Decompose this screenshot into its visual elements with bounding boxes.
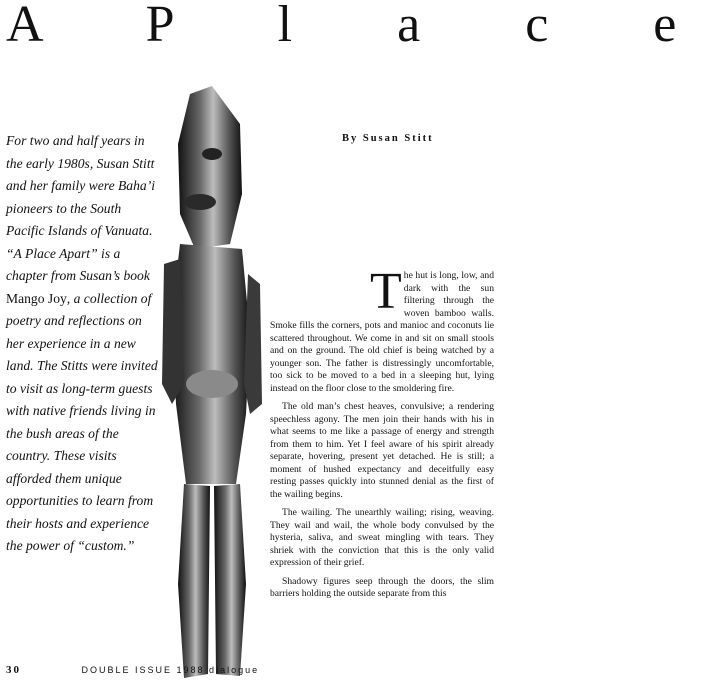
paragraph: he hut is long, low, and dark with the sun filtering through the woven bamboo walls. Smoke fills the corners, pots and manioc and coconuts lie scattered throughout. We come in and sit on small stools and on the ground. The old chief is being watched by a younger son. The father is distressingly uncomfortable, too sick to be moved to a bed in a sleeping hut, lying instead on the floor close to the smoldering fire. bbox=[270, 270, 494, 394]
page-number: 30 bbox=[6, 664, 21, 676]
carved-figure-image bbox=[150, 84, 270, 684]
intro-text-end: , a collection of poetry and reflections on her experience in a new land. The Stitts were invited to visit as long-term guests with native friends living in the bush areas of the country. These visits afforded them unique opportunities to learn from their hosts and experience the power of “custom.” bbox=[6, 290, 158, 553]
paragraph: Shadowy figures seep through the doors, the slim barriers holding the outside separate from this bbox=[270, 575, 494, 599]
article-title: A P l a c e bbox=[6, 0, 722, 53]
paragraph: The wailing. The unearthly wailing; rising, weaving. They wail and wail, the whole body convulsed by the hysteria, saliva, and sweat mingling with tears. They shriek with the conviction that this is the only valid expression of their grief. bbox=[270, 507, 494, 568]
running-title: DOUBLE ISSUE 1988 dialogue bbox=[81, 665, 260, 675]
intro-book-title: Mango Joy bbox=[6, 290, 67, 306]
paragraph: The old man’s chest heaves, convulsive; a rendering speechless agony. The men join their hands with his in what seems to me like a passage of energy and strength from them to him. Yet I feel aware of his spirit already separate, hovering, present yet detached. He is still; a moment of hushed expectancy and deceitfully easy resting passes quickly into stunned denial as the first of the wailing begins. bbox=[270, 401, 494, 500]
article-body bbox=[270, 263, 494, 607]
page-footer bbox=[6, 664, 496, 676]
byline: By Susan Stitt bbox=[342, 133, 434, 144]
article-intro bbox=[6, 130, 158, 558]
intro-text-start: For two and half years in the early 1980s, Susan Stitt and her family were Baha’i pioneers to the South Pacific Islands of Vanuata. “A Place Apart” is a chapter from Susan’s book bbox=[6, 133, 156, 283]
drop-cap: T bbox=[370, 263, 402, 320]
